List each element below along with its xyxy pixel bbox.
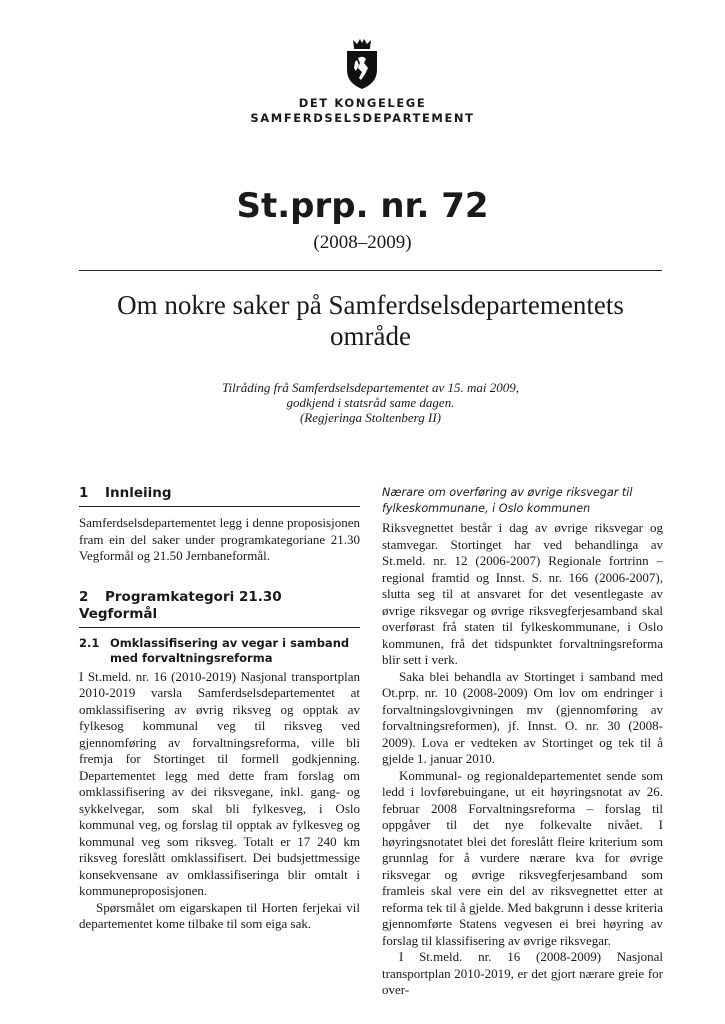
right-column xyxy=(382,485,663,999)
document-session-years: (2008–2009) xyxy=(313,232,412,253)
section-title: Innleiing xyxy=(105,485,172,501)
section-heading-introduction xyxy=(79,485,360,502)
recommendation-line: Tilråding frå Samferdselsdepartementet av 15. mai 2009, xyxy=(221,380,520,395)
body-paragraph: Riksvegnettet består i dag av øvrige riksvegar og stamvegar. Stortinget har ved behandlinga av St.meld. nr. 12 (2006-2007) Regionale fortrinn – regional framtid og Innst. S. nr. 166 (2006-2007), slutta seg til at ansvaret for det vesentlegaste av øvrige riksvegar og øvrige riksvegferjesamband skal overførast frå staten til fylkeskommunane, i Oslo kommunen, frå det tidspunktet forvaltningsreforma blir sett i verk. xyxy=(382,520,663,667)
document-subject: Om nokre saker på Samferdselsdepartementets område xyxy=(117,290,624,351)
section-title: Programkategori 21.30 Vegformål xyxy=(79,588,282,622)
body-paragraph: Spørsmålet om eigarskapen til Horten ferjekai vil departementet kome tilbake til som eiga sak. xyxy=(79,899,360,931)
department-name-line2: SAMFERDSELSDEPARTEMENT xyxy=(250,111,475,125)
recommendation-block xyxy=(79,380,662,425)
subsection-heading-reclassification xyxy=(79,636,360,666)
recommendation-line: godkjend i statsråd same dagen. xyxy=(286,395,455,410)
title-divider xyxy=(79,270,662,271)
left-column xyxy=(79,485,360,933)
department-name-line1: DET KONGELEGE xyxy=(298,96,427,110)
section-heading-programme-category xyxy=(79,589,360,623)
subsection-title: Omklassifisering av vegar i samband med forvaltningsreforma xyxy=(110,635,350,665)
subsection-number: 2.1 xyxy=(79,635,100,650)
document-title: St.prp. nr. 72 xyxy=(236,186,489,226)
section-divider xyxy=(79,506,360,507)
section-number: 2 xyxy=(79,588,89,605)
italic-subheading: Nærare om overføring av øvrige riksvegar til fylkeskommunane, i Oslo kommunen xyxy=(382,486,633,515)
body-paragraph: Saka blei behandla av Stortinget i samband med Ot.prp. nr. 10 (2008-2009) Om lov om endringer i forvaltningslovgivningen mv (gjennomføring av forvaltningsreformen), jf. Innst. O. nr. 30 (2008-2009). Lova er vedteken av Stortinget og tek til å gjelde 1. januar 2010. xyxy=(382,668,663,766)
coat-of-arms-emblem xyxy=(345,38,379,90)
body-paragraph: Samferdselsdepartementet legg i denne proposisjonen fram ein del saker under programkategoriane 21.30 Vegformål og 21.50 Jernbaneformål. xyxy=(79,515,360,563)
body-paragraph: Kommunal- og regionaldepartementet sende som ledd i lovførebuingane, ut eit høyringsnotat av 26. februar 2008 Forvaltningsreforma – forslag til oppgåver til det nye folkevalte nivået. I høyringsnotatet blei det foreslått fleire kriterium som grunnlag for å vurdere nærare kva for øvrige riksvegar og øvrige riksvegferjesamband som framleis skal vere ein del av riksvegnettet etter at reforma tek til å gjelde. Med bakgrunn i desse kriteria gjennomførte Statens vegvesen ei brei høyring av forslag til klassifisering av øvrige riksvegar. xyxy=(382,767,663,948)
body-paragraph: I St.meld. nr. 16 (2010-2019) Nasjonal transportplan 2010-2019 varsla Samferdselsdepartementet at omklassifisering av øvrig riksveg og opptak av fylkesog kommunal veg til riksveg ved gjennomføring av forvaltningsreforma, ville bli fremja for Stortinget til formell godkjenning. Departementet legg med dette fram forslag om omklassifisering av dei riksvegane, inkl. gang- og sykkelvegar, som skal bli fylkesveg, i Oslo kommunal veg, og forslag til opptak av fylkesveg og kommunal veg som riksveg. Totalt er 17 240 km riksveg foreslått omklassifisert. Dei budsjettmessige konsekvensane av omklassifiseringa blir omtalt i kommuneproposisjonen. xyxy=(79,668,360,898)
recommendation-line: (Regjeringa Stoltenberg II) xyxy=(299,410,442,425)
section-divider xyxy=(79,627,360,628)
section-number: 1 xyxy=(79,485,89,501)
body-paragraph: I St.meld. nr. 16 (2008-2009) Nasjonal transportplan 2010-2019, er det gjort nærare greie for over- xyxy=(382,949,663,997)
